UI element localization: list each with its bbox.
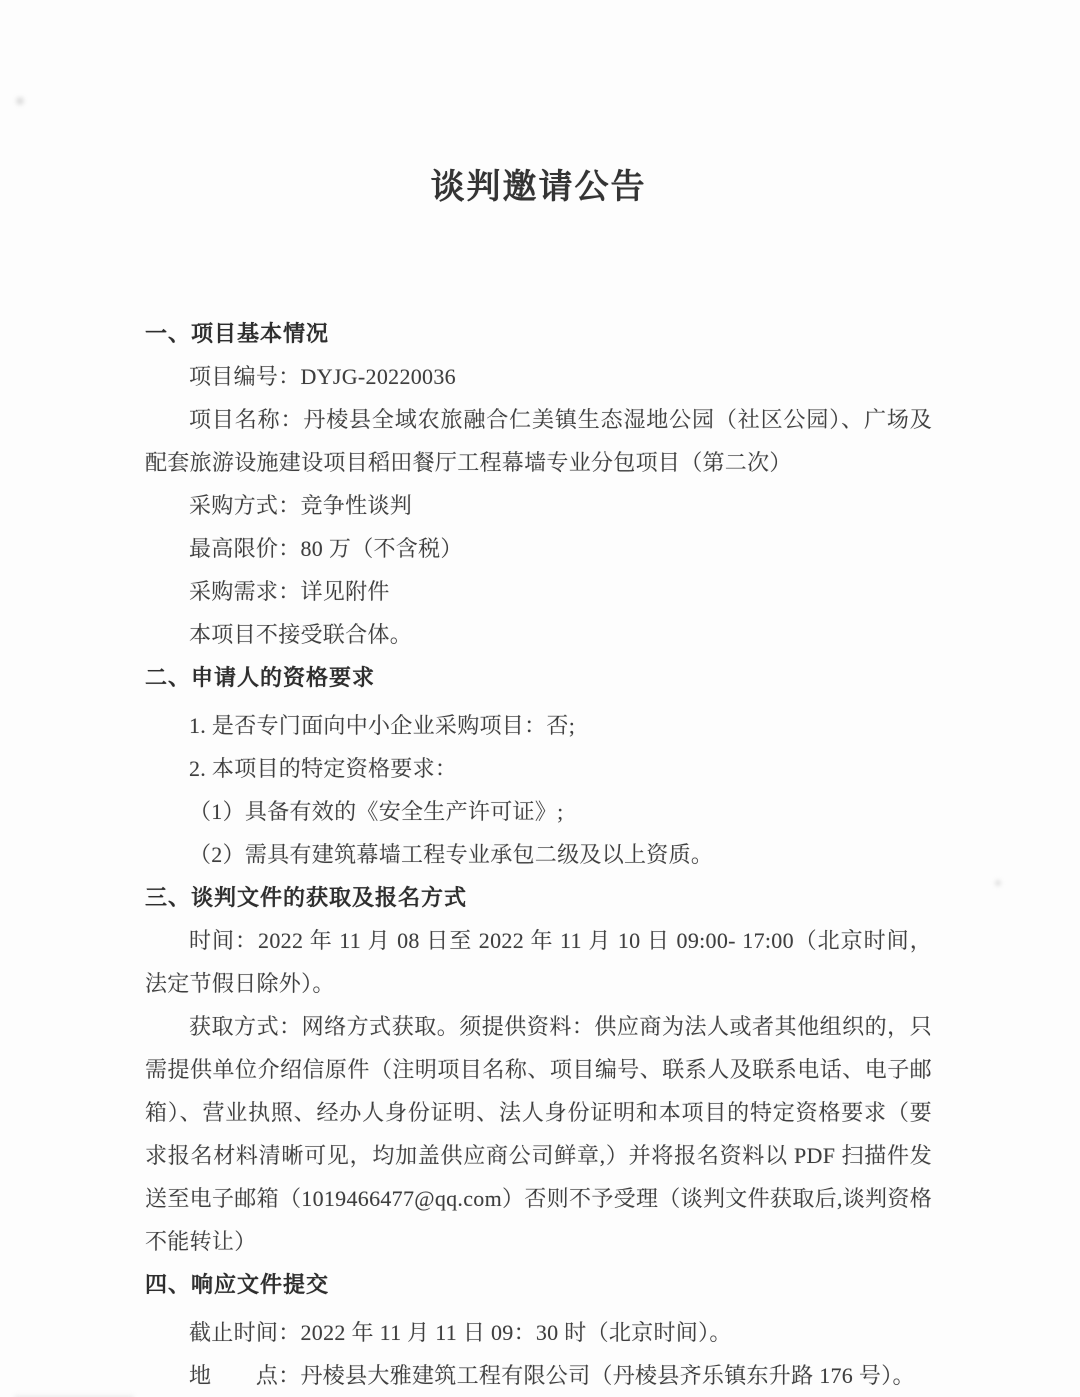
project-number: 项目编号：DYJG-20220036: [189, 364, 456, 389]
price-limit: 最高限价：80 万（不含税）: [189, 536, 463, 561]
document-body: [145, 312, 932, 1397]
section-heading-2: 二、申请人的资格要求: [145, 665, 376, 690]
section-heading-3: 三、谈判文件的获取及报名方式: [145, 885, 468, 910]
qualification-item-1: （1）具备有效的《安全生产许可证》;: [189, 799, 564, 824]
qualification-item-2: （2）需具有建筑幕墙工程专业承包二级及以上资质。: [189, 842, 714, 867]
submission-deadline: 截止时间：2022 年 11 月 11 日 09：30 时（北京时间）。: [189, 1320, 732, 1345]
section-heading-1: 一、项目基本情况: [145, 321, 330, 346]
sme-question: 1. 是否专门面向中小企业采购项目：否;: [189, 713, 576, 738]
scan-smudge: [16, 97, 24, 105]
acquisition-method: 获取方式：网络方式获取。须提供资料：供应商为法人或者其他组织的，只需提供单位介绍信原件（注明项目名称、项目编号、联系人及联系电话、电子邮箱）、营业执照、经办人身份证明、法人身份证明和本项目的特定资格要求（要求报名材料清晰可见，均加盖供应商公司鲜章,）并将报名资料以 PDF 扫描件发送至电子邮箱（1019466477@qq.com）否则不予受理（谈判文件获取后,谈判资格不能转让）: [145, 1014, 932, 1254]
procurement-requirement: 采购需求：详见附件: [189, 579, 390, 604]
specific-qualification-intro: 2. 本项目的特定资格要求：: [189, 756, 458, 781]
project-name: 项目名称：丹棱县全域农旅融合仁美镇生态湿地公园（社区公园）、广场及配套旅游设施建设项目稻田餐厅工程幕墙专业分包项目（第二次）: [145, 407, 932, 475]
acquisition-time: 时间：2022 年 11 月 08 日至 2022 年 11 月 10 日 09:00- 17:00（北京时间，法定节假日除外）。: [145, 928, 932, 996]
procurement-method: 采购方式：竞争性谈判: [189, 493, 413, 518]
submission-location: 地 点：丹棱县大雅建筑工程有限公司（丹棱县齐乐镇东升路 176 号）。: [189, 1363, 915, 1388]
section-heading-4: 四、响应文件提交: [145, 1272, 330, 1297]
no-consortium-note: 本项目不接受联合体。: [189, 622, 413, 647]
scan-smudge: [995, 880, 1001, 886]
page-title: 谈判邀请公告: [430, 169, 647, 206]
